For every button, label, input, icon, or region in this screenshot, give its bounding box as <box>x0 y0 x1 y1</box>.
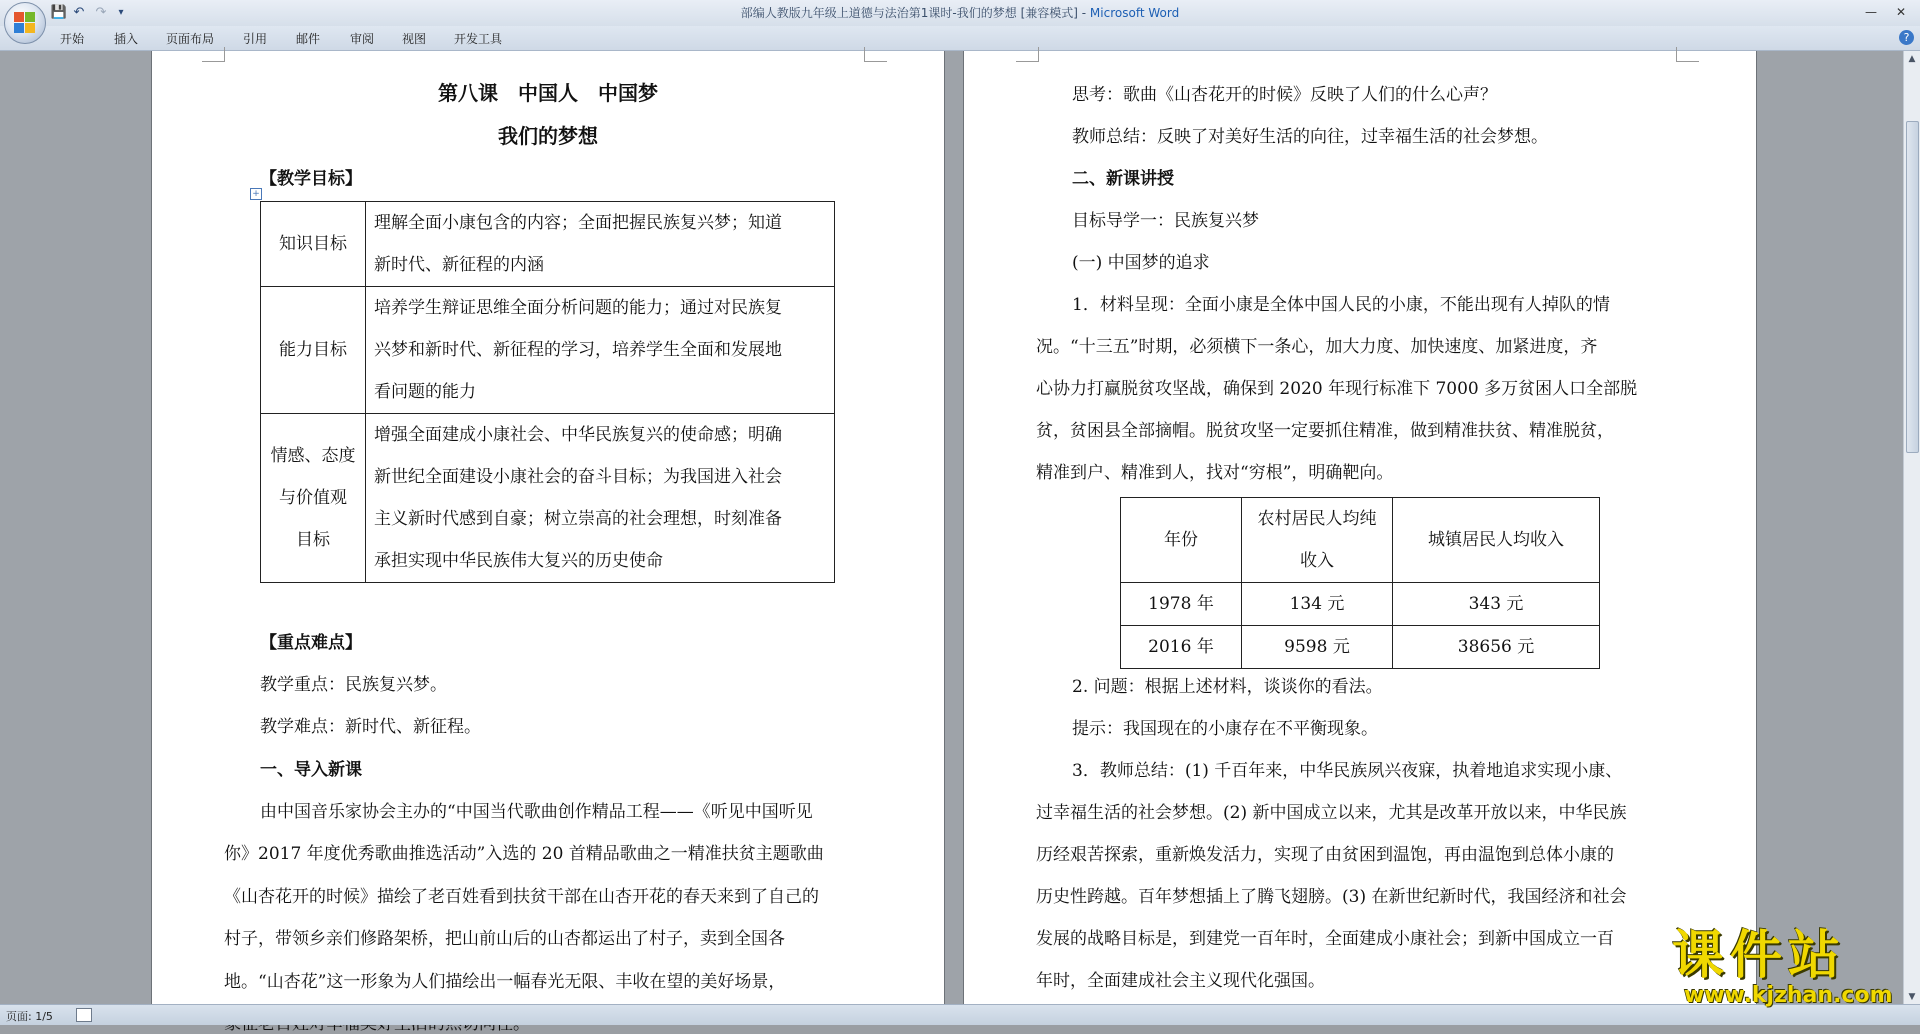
table-header-line: 收入 <box>1300 551 1334 571</box>
scrollbar-thumb[interactable] <box>1906 121 1919 453</box>
goal-label <box>261 287 366 414</box>
goal-text-line: 理解全面小康包含的内容；全面把握民族复兴梦；知道 <box>374 213 782 233</box>
think-question: 思考：歌曲《山杏花开的时候》反映了人们的什么心声？ <box>1072 85 1497 105</box>
table-header-cell: 城镇居民人均收入 <box>1393 498 1600 583</box>
office-logo-icon <box>14 12 36 34</box>
redo-icon[interactable]: ↷ <box>95 5 107 20</box>
table-cell: 134 元 <box>1242 583 1393 626</box>
goal-text-line: 主义新时代感到自豪；树立崇高的社会理想，时刻准备 <box>374 509 782 529</box>
goal-text-line: 新世纪全面建设小康社会的奋斗目标；为我国进入社会 <box>374 467 782 487</box>
goal-text-line: 兴梦和新时代、新征程的学习，培养学生全面和发展地 <box>374 340 782 360</box>
save-icon[interactable]: 💾 <box>50 5 68 20</box>
table-header-cell: 年份 <box>1121 498 1242 583</box>
proofing-icon[interactable] <box>76 1008 92 1022</box>
summary-line: 年时，全面建成社会主义现代化强国。 <box>1036 971 1325 991</box>
tab-developer[interactable]: 开发工具 <box>454 32 503 46</box>
goals-heading: 【教学目标】 <box>260 169 362 189</box>
tab-insert[interactable]: 插入 <box>114 32 139 46</box>
customize-quick-access-icon[interactable]: ▾ <box>118 7 124 18</box>
goal-text-line: 培养学生辩证思维全面分析问题的能力；通过对民族复 <box>374 298 782 318</box>
page-right[interactable] <box>964 51 1756 1005</box>
hint-line: 提示：我国现在的小康存在不平衡现象。 <box>1072 719 1378 739</box>
material-line: 精准到户、精准到人，找对“穷根”，明确靶向。 <box>1036 463 1394 483</box>
tab-home[interactable]: 开始 <box>60 32 85 46</box>
table-row <box>261 414 835 583</box>
table-row <box>261 287 835 414</box>
material-line: 况。“十三五”时期，必须横下一条心，加大力度、加快速度、加紧进度，齐 <box>1036 337 1598 357</box>
teacher-summary: 教师总结：反映了对美好生活的向往，过幸福生活的社会梦想。 <box>1072 127 1548 147</box>
window-title <box>0 4 1920 21</box>
subsection-heading: (一) 中国梦的追求 <box>1072 253 1210 273</box>
section-new-lesson-heading: 二、新课讲授 <box>1072 169 1174 189</box>
tab-mailings[interactable]: 邮件 <box>296 32 321 46</box>
lesson-title: 第八课 中国人 中国梦 <box>438 81 658 105</box>
summary-line: 3．教师总结：(1) 千百年来，中华民族夙兴夜寐，执着地追求实现小康、 <box>1072 761 1623 781</box>
goals-table <box>260 201 835 583</box>
table-cell: 38656 元 <box>1393 626 1600 669</box>
help-icon[interactable]: ? <box>1899 30 1914 45</box>
material-line: 心协力打赢脱贫攻坚战，确保到 2020 年现行标准下 7000 多万贫困人口全部脱 <box>1036 379 1638 399</box>
goal-text-line: 增强全面建成小康社会、中华民族复兴的使命感；明确 <box>374 425 782 445</box>
intro-paragraph-line: 由中国音乐家协会主办的“中国当代歌曲创作精品工程——《听见中国听见 <box>260 802 813 822</box>
title-separator: - <box>1077 6 1090 20</box>
table-cell: 2016 年 <box>1121 626 1242 669</box>
goal-label-text: 能力目标 <box>279 340 347 360</box>
crop-mark <box>864 47 887 62</box>
office-button[interactable] <box>4 2 46 44</box>
title-bar <box>0 0 1920 27</box>
table-cell: 9598 元 <box>1242 626 1393 669</box>
difficult-point: 教学难点：新时代、新征程。 <box>260 717 481 737</box>
table-header-line: 农村居民人均纯 <box>1257 509 1377 529</box>
key-heading: 【重点难点】 <box>260 633 362 653</box>
table-cell: 343 元 <box>1393 583 1600 626</box>
key-point: 教学重点：民族复兴梦。 <box>260 675 447 695</box>
table-cell: 1978 年 <box>1121 583 1242 626</box>
goal-label-text: 情感、态度 <box>270 446 356 466</box>
app-name: Microsoft Word <box>1089 6 1180 20</box>
intro-paragraph-line: 地。“山杏花”这一形象为人们描绘出一幅春光无限、丰收在望的美好场景， <box>224 972 786 992</box>
intro-paragraph-line: 村子，带领乡亲们修路架桥，把山前山后的山杏都运出了村子，卖到全国各 <box>224 929 785 949</box>
watermark-url: www.kjzhan.com <box>1684 983 1893 1008</box>
watermark-name: 课件站 <box>1672 926 1847 986</box>
table-row <box>261 202 835 287</box>
material-line: 1．材料呈现：全面小康是全体中国人民的小康，不能出现有人掉队的情 <box>1072 295 1610 315</box>
goal-label-text: 与价值观 <box>279 488 347 508</box>
document-title: 部编人教版九年级上道德与法治第1课时-我们的梦想 [兼容模式] <box>740 6 1078 20</box>
ribbon-tab-bar <box>0 26 1920 51</box>
goal-text <box>366 287 835 414</box>
goal-text <box>366 414 835 583</box>
table-header-cell <box>1242 498 1393 583</box>
goal-label <box>261 202 366 287</box>
status-bar <box>0 1004 1920 1025</box>
summary-line: 过幸福生活的社会梦想。(2) 新中国成立以来，尤其是改革开放以来，中华民族 <box>1036 803 1627 823</box>
goal-text-line: 承担实现中华民族伟大复兴的历史使命 <box>374 551 663 571</box>
question-line: 2. 问题：根据上述材料，谈谈你的看法。 <box>1072 677 1383 697</box>
page-left[interactable] <box>152 51 944 1005</box>
crop-mark <box>1016 47 1039 62</box>
tab-page-layout[interactable]: 页面布局 <box>166 32 215 46</box>
intro-paragraph-line: 你》2017 年度优秀歌曲推选活动”入选的 20 首精品歌曲之一精准扶贫主题歌曲 <box>224 844 824 864</box>
document-area <box>0 51 1904 1005</box>
summary-line: 历史性跨越。百年梦想插上了腾飞翅膀。(3) 在新世纪新时代，我国经济和社会 <box>1036 887 1627 907</box>
close-button[interactable]: ✕ <box>1895 5 1907 19</box>
goal-text <box>366 202 835 287</box>
undo-icon[interactable]: ↶ <box>73 5 85 20</box>
tab-view[interactable]: 视图 <box>402 32 427 46</box>
tab-review[interactable]: 审阅 <box>350 32 375 46</box>
crop-mark <box>202 47 225 62</box>
vertical-scrollbar[interactable] <box>1903 51 1920 1005</box>
watermark <box>1672 926 1902 1008</box>
table-row <box>1121 583 1600 626</box>
table-row <box>1121 498 1600 583</box>
tab-references[interactable]: 引用 <box>243 32 268 46</box>
crop-mark <box>1676 47 1699 62</box>
goal-label-text: 知识目标 <box>279 234 347 254</box>
scroll-down-icon[interactable]: ▼ <box>1908 992 1916 1002</box>
table-row <box>1121 626 1600 669</box>
goal-label-text: 目标 <box>296 530 330 550</box>
lesson-subtitle: 我们的梦想 <box>498 124 598 148</box>
goal-text-line: 看问题的能力 <box>374 382 476 402</box>
table-move-handle-icon[interactable]: + <box>250 188 262 200</box>
income-table <box>1120 497 1600 669</box>
scroll-up-icon[interactable]: ▲ <box>1908 54 1916 64</box>
minimize-button[interactable]: — <box>1865 5 1877 19</box>
target-guide: 目标导学一：民族复兴梦 <box>1072 211 1259 231</box>
goal-text-line: 新时代、新征程的内涵 <box>374 255 544 275</box>
page-counter[interactable]: 页面: 1/5 <box>6 1010 53 1023</box>
material-line: 贫，贫困县全部摘帽。脱贫攻坚一定要抓住精准，做到精准扶贫、精准脱贫， <box>1036 421 1614 441</box>
summary-line: 历经艰苦探索，重新焕发活力，实现了由贫困到温饱，再由温饱到总体小康的 <box>1036 845 1614 865</box>
summary-line: 发展的战略目标是，到建党一百年时，全面建成小康社会；到新中国成立一百 <box>1036 929 1614 949</box>
section-intro-heading: 一、导入新课 <box>260 760 362 780</box>
intro-paragraph-line: 《山杏花开的时候》描绘了老百姓看到扶贫干部在山杏开花的春天来到了自己的 <box>224 887 819 907</box>
goal-label <box>261 414 366 583</box>
